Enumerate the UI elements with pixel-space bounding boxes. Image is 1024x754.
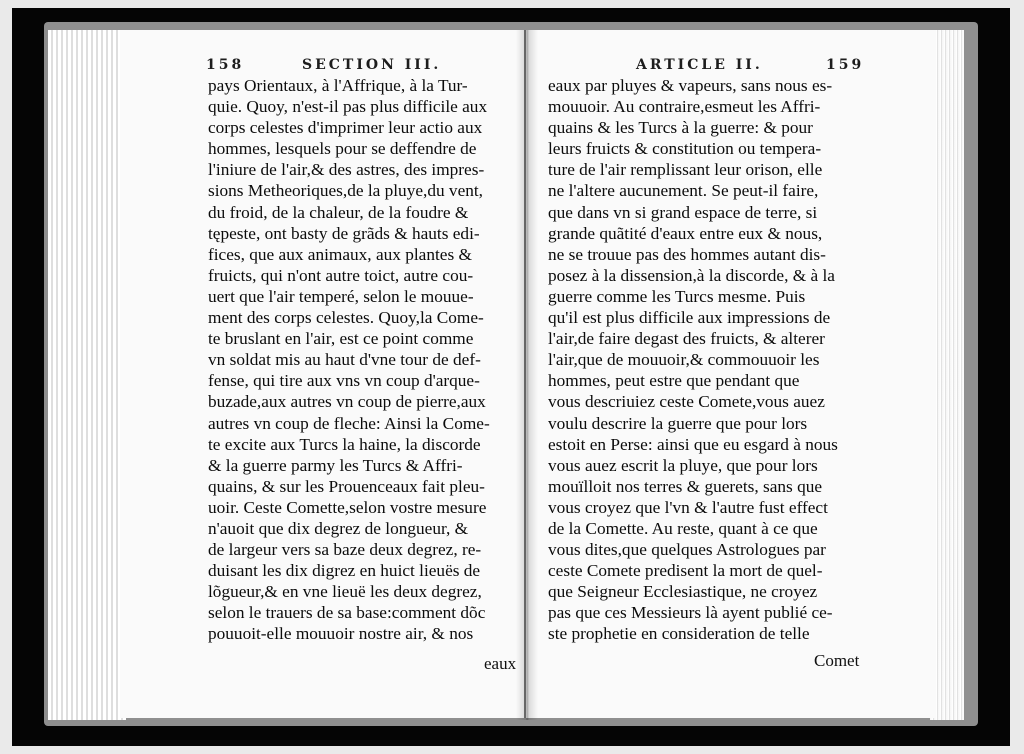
text-line: voulu descrire la guerre que pour lors — [548, 413, 808, 433]
text-line: de la Comette. Au reste, quant à ce que — [548, 518, 818, 538]
right-page-text — [548, 75, 866, 645]
text-line: guerre comme les Turcs mesme. Puis — [548, 286, 806, 306]
text-line: l'iniure de l'air,& des astres, des impres- — [208, 160, 485, 180]
text-line: pas que ces Messieurs là ayent publié ce- — [548, 603, 833, 623]
text-line: vous croyez que l'vn & l'autre fust effect — [548, 497, 828, 517]
text-line: duisant les dix digrez en huict lieuës de — [208, 561, 481, 581]
text-line: de largeur vers sa baze deux degrez, re- — [208, 540, 482, 560]
text-line: que Seigneur Ecclesiastique, ne croyez — [548, 582, 818, 602]
text-line: vn soldat mis au haut d'vne tour de def- — [208, 350, 481, 370]
text-line: te bruslant en l'air, est ce point comme — [208, 329, 474, 349]
text-line: mouïlloit nos terres & guerets, sans que — [548, 476, 823, 496]
text-line: mouuoir. Au contraire,esmeut les Affri- — [548, 97, 821, 117]
text-line: grande quãtité d'eaux entre eux & nous, — [548, 223, 823, 243]
text-line: que dans vn si grand espace de terre, si — [548, 202, 818, 222]
text-line: vous descriuiez ceste Comete,vous auez — [548, 392, 825, 412]
text-line: uert que l'air temperé, selon le mouue- — [208, 286, 474, 306]
text-line: leurs fruicts & constitution ou tempera- — [548, 139, 822, 159]
text-line: quains & les Turcs à la guerre: & pour — [548, 118, 813, 138]
left-page-number: 158 — [206, 57, 245, 73]
text-line: fense, qui tire aux vns vn coup d'arque- — [208, 371, 480, 391]
right-running-head: ARTICLE II. — [636, 57, 763, 73]
left-page-text — [208, 75, 520, 645]
left-catchword: eaux — [484, 654, 517, 673]
text-line: uoir. Ceste Comette,selon vostre mesure — [208, 497, 487, 517]
text-line: buzade,aux autres vn coup de pierre,aux — [208, 392, 486, 412]
text-line: pouuoit-elle mouuoir nostre air, & nos — [208, 624, 474, 644]
page-edges-left — [48, 30, 126, 720]
text-line: ne se trouue pas des hommes autant dis- — [548, 244, 826, 264]
text-line: ment des corps celestes. Quoy,la Come- — [208, 308, 484, 328]
text-line: quains, & sur les Prouenceaux fait pleu- — [208, 476, 485, 496]
text-line: n'auoit que dix degrez de longueur, & — [208, 518, 469, 538]
text-line: estoit en Perse: ainsi que eu esgard à nous — [548, 434, 838, 454]
text-line: qu'il est plus difficile aux impressions de — [548, 308, 831, 328]
text-line: corps celestes d'imprimer leur actio aux — [208, 118, 483, 138]
text-line: & la guerre parmy les Turcs & Affri- — [208, 455, 463, 475]
left-running-head: SECTION III. — [302, 57, 442, 73]
text-line: ture de l'air remplissant leur orison, elle — [548, 160, 823, 180]
text-line: fices, que aux animaux, aux plantes & — [208, 244, 472, 264]
right-catchword: Comet — [814, 651, 860, 670]
text-line: vous auez escrit la pluye, que pour lors — [548, 455, 818, 475]
text-line: lõgueur,& en vne lieuë les deux degrez, — [208, 582, 482, 602]
text-line: selon le trauers de sa base:comment dõc — [208, 603, 486, 623]
text-line: eaux par pluyes & vapeurs, sans nous es- — [548, 76, 833, 95]
text-line: tępeste, ont basty de grãds & hauts edi- — [208, 223, 480, 243]
text-line: l'air,de faire degast des fruicts, & alterer — [548, 329, 825, 349]
text-line: ste prophetie en consideration de telle — [548, 624, 810, 644]
text-line: posez à la dissension,à la discorde, & à la — [548, 265, 835, 285]
text-line: hommes, peut estre que pendant que — [548, 371, 800, 391]
right-page-number: 159 — [826, 57, 865, 73]
text-line: du froid, de la chaleur, de la foudre & — [208, 202, 469, 222]
text-line: fruicts, qui n'ont autre toict, autre cou- — [208, 265, 474, 285]
text-line: sions Metheoriques,de la pluye,du vent, — [208, 181, 484, 201]
text-line: autres vn coup de fleche: Ainsi la Come- — [208, 413, 490, 433]
text-line: te excite aux Turcs la haine, la discorde — [208, 434, 481, 454]
text-line: pays Orientaux, à l'Affrique, à la Tur- — [208, 76, 468, 95]
text-line: ceste Comete predisent la mort de quel- — [548, 561, 823, 581]
text-line: quie. Quoy, n'est-il pas plus difficile aux — [208, 97, 488, 117]
text-line: l'air,que de mouuoir,& commouuoir les — [548, 350, 820, 370]
text-line: hommes, lesquels pour se deffendre de — [208, 139, 477, 159]
text-line: ne l'altere aucunement. Se peut-il faire, — [548, 181, 819, 201]
text-line: vous dites,que quelques Astrologues par — [548, 540, 826, 560]
